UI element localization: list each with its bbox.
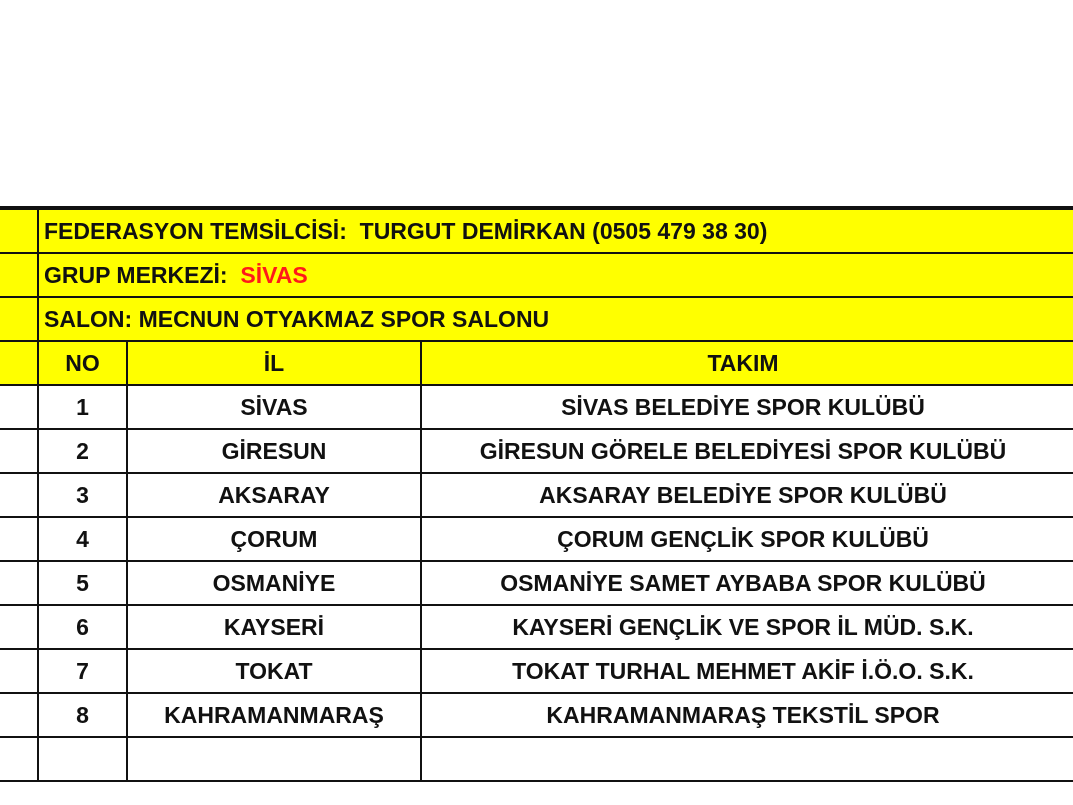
row-no: 4	[38, 517, 127, 561]
row-edge-cell	[0, 341, 38, 385]
row-no: 2	[38, 429, 127, 473]
row-takim-label: KAYSERİ GENÇLİK VE SPOR İL MÜD. S.K.	[512, 614, 974, 640]
group-center-label: GRUP MERKEZİ:	[44, 262, 228, 288]
row-no: 8	[38, 693, 127, 737]
row-edge-cell	[0, 561, 38, 605]
row-il: SİVAS	[127, 385, 421, 429]
table-row	[0, 561, 1073, 605]
column-header-takim-label: TAKIM	[707, 350, 779, 376]
row-no: 7	[38, 649, 127, 693]
hall-cell	[38, 297, 1073, 341]
representative-label: FEDERASYON TEMSİLCİSİ:	[44, 218, 347, 244]
row-edge-cell	[0, 429, 38, 473]
row-edge-cell	[0, 605, 38, 649]
empty-cell	[127, 737, 421, 781]
row-edge-cell	[0, 517, 38, 561]
row-edge-cell	[0, 208, 38, 253]
row-il: AKSARAY	[127, 473, 421, 517]
row-il: ÇORUM	[127, 517, 421, 561]
empty-table-row	[0, 737, 1073, 781]
row-no: 6	[38, 605, 127, 649]
column-header-takim	[421, 341, 1073, 385]
row-takim-label: TOKAT TURHAL MEHMET AKİF İ.Ö.O. S.K.	[512, 658, 974, 684]
row-edge-cell	[0, 297, 38, 341]
table-row	[0, 517, 1073, 561]
row-takim-label: SİVAS BELEDİYE SPOR KULÜBÜ	[561, 394, 925, 420]
row-edge-cell	[0, 649, 38, 693]
table-row	[0, 429, 1073, 473]
row-takim	[421, 605, 1073, 649]
row-edge-cell	[0, 473, 38, 517]
table-row	[0, 605, 1073, 649]
hall-label: SALON:	[44, 306, 133, 332]
row-edge-cell	[0, 385, 38, 429]
row-takim	[421, 385, 1073, 429]
table-row	[0, 385, 1073, 429]
row-takim-label: KAHRAMANMARAŞ TEKSTİL SPOR	[546, 702, 940, 728]
table-row	[0, 649, 1073, 693]
group-center-row	[0, 253, 1073, 297]
row-no: 5	[38, 561, 127, 605]
row-takim	[421, 517, 1073, 561]
row-edge-cell	[0, 737, 38, 781]
row-takim	[421, 561, 1073, 605]
row-takim	[421, 429, 1073, 473]
representative-value: TURGUT DEMİRKAN (0505 479 38 30)	[359, 218, 768, 244]
row-edge-cell	[0, 693, 38, 737]
column-header-row	[0, 341, 1073, 385]
hall-row	[0, 297, 1073, 341]
row-takim-label: OSMANİYE SAMET AYBABA SPOR KULÜBÜ	[500, 570, 986, 596]
row-takim	[421, 473, 1073, 517]
row-takim-label: ÇORUM GENÇLİK SPOR KULÜBÜ	[557, 526, 929, 552]
row-il: KAYSERİ	[127, 605, 421, 649]
column-header-no: NO	[38, 341, 127, 385]
hall-value: MECNUN OTYAKMAZ SPOR SALONU	[138, 306, 550, 332]
row-takim	[421, 693, 1073, 737]
row-takim-label: GİRESUN GÖRELE BELEDİYESİ SPOR KULÜBÜ	[479, 438, 1007, 464]
representative-row	[0, 208, 1073, 253]
empty-cell	[421, 737, 1073, 781]
group-center-value: SİVAS	[240, 262, 308, 288]
group-table	[0, 206, 1073, 782]
group-center-cell	[38, 253, 1073, 297]
row-il: GİRESUN	[127, 429, 421, 473]
row-no: 1	[38, 385, 127, 429]
row-takim	[421, 649, 1073, 693]
row-il: OSMANİYE	[127, 561, 421, 605]
table-row	[0, 473, 1073, 517]
table-row	[0, 693, 1073, 737]
row-il: TOKAT	[127, 649, 421, 693]
row-il: KAHRAMANMARAŞ	[127, 693, 421, 737]
representative-cell	[38, 208, 1073, 253]
column-header-il: İL	[127, 341, 421, 385]
row-takim-label: AKSARAY BELEDİYE SPOR KULÜBÜ	[539, 482, 947, 508]
row-no: 3	[38, 473, 127, 517]
empty-cell	[38, 737, 127, 781]
row-edge-cell	[0, 253, 38, 297]
